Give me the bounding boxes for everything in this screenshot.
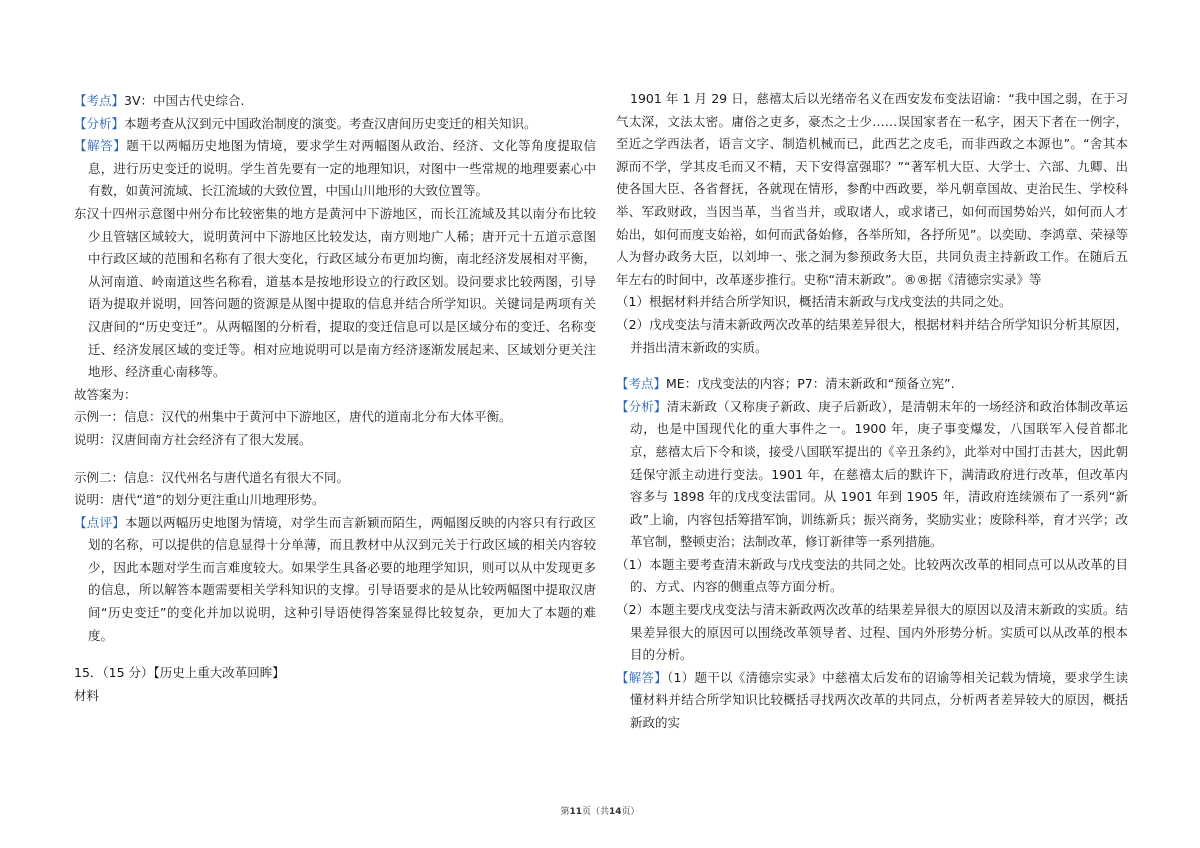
example2-explanation: 说明：唐代“道”的划分更注重山川地理形势。: [74, 492, 325, 508]
material-label: 材料: [74, 687, 100, 703]
material-text: 1901 年 1 月 29 日，慈禧太后以光绪帝名义在西安发布变法诏谕：“我中国之弱，在于习气太深，文法太密。庸俗之吏多，豪杰之士少……误国家者在一私字，困天下者在一例字，至近之学西法者，语言文字、制造机械而已，此西艺之皮毛，而非西政之本源也”。“舍其本源而不学，学其皮毛而又不精，天下安得富强耶？”“著军机大臣、大学士、六部、九卿、出使各国大臣、各省督抚，各就现在情形，参酌中西政要，举凡朝章国故、吏治民生、学校科举、军政财政，当因当革，当省当并，或取诸人，或求诸己，如何而国势始兴，如何而人才始出，如何而度支始裕，如何而武备始修，各举所知，各抒所见”。以奕劻、李鸿章、荣禄等人为督办政务大臣，以刘坤一、张之洞为参预政务大臣，共同负责主持新政工作。在随后五年左右的时间中，改革逐步推行。史称“清末新政”。®®据《清德宗实录》等: [616, 91, 1128, 287]
jieda-tag: 【解答】: [74, 138, 127, 154]
jieda-text: 题干以两幅历史地图为情境，要求学生对两幅图从政治、经济、文化等角度提取信息，进行历史变迁的说明。学生首先要有一定的地理知识，对图中一些常规的地理要素心中有数，如黄河流域、长江流域的大致位置，中国山川地形的大致位置等。: [88, 138, 596, 199]
kaodian-paragraph-right: [616, 373, 1128, 396]
fenxi-tag: 【分析】: [74, 115, 125, 131]
jieda-tag-right: 【解答】: [616, 669, 668, 685]
answer-label: 故答案为：: [74, 386, 137, 402]
kaodian-paragraph: [74, 90, 596, 113]
footer-page-number: 11: [569, 807, 582, 817]
footer-middle: 页（共: [581, 807, 609, 817]
right-column: [616, 88, 1128, 735]
fenxi-paragraph: [74, 113, 596, 136]
spacer: [74, 452, 596, 467]
jieda-text-right: （1）题干以《清德宗实录》中慈禧太后发布的诏谕等相关记载为情境，要求学生读懂材料并结合所学知识比较概括寻找两次改革的共同点，分析两者差异较大的原因，概括新政的实: [630, 669, 1128, 731]
example1-info: 示例一：信息：汉代的州集中于黄河中下游地区，唐代的道南北分布大体平衡。: [74, 409, 512, 425]
kaodian-tag-right: 【考点】: [616, 376, 667, 392]
footer-total-pages: 14: [609, 807, 622, 817]
answer-analysis-1: （1）本题主要考查清末新政与戊戌变法的共同之处。比较两次改革的相同点可以从改革的目的、方式、内容的侧重点等方面分析。: [616, 556, 1128, 595]
kaodian-text-right: ME：戊戌变法的内容；P7：清末新政和“预备立宪”.: [666, 376, 955, 392]
example2-info: 示例二：信息：汉代州名与唐代道名有很大不同。: [74, 469, 350, 485]
dianping-tag: 【点评】: [74, 514, 125, 530]
fenxi-tag-right: 【分析】: [616, 398, 667, 414]
question-1: （1）根据材料并结合所学知识，概括清末新政与戊戌变法的共同之处。: [616, 294, 1012, 310]
analysis-paragraph: 东汉十四州示意图中州分布比较密集的地方是黄河中下游地区，而长江流域及其以南分布比较少且管辖区域较大，说明黄河中下游地区比较发达，南方则地广人稀；唐开元十五道示意图中行政区域的范围和名称有了很大变化，行政区域分布更加均衡，南北经济发展相对平衡，从河南道、岭南道这些名称看，道基本是按地形设立的行政区划。设问要求比较两图，引导语为提取并说明，回答问题的资源是从图中提取的信息并结合所学知识。关键词是两项有关汉唐间的“历史变迁”。从两幅图的分析看，提取的变迁信息可以是区域分布的变迁、名称变迁、经济发展区域的变迁等。相对应地说明可以是南方经济逐渐发展起来、区域划分更关注地形、经济重心南移等。: [74, 205, 596, 380]
spacer: [616, 359, 1128, 373]
jieda-paragraph-right: [616, 667, 1128, 735]
fenxi-text-right: 清末新政（又称庚子新政、庚子后新政），是清朝末年的一场经济和政治体制改革运动，也是中国现代化的重大事件之一。1900 年，庚子事变爆发，八国联军入侵首都北京，慈禧太后下令和谈，接受八国联军提出的《辛丑条约》，此举对中国打击甚大，因此朝廷保守派主动进行变法。1901 年，在慈禧太后的默许下，满清政府进行改革，但改革内容多与 1898 年的戊戌变法雷同。从 1901 年到 1905 年，清政府连续颁布了一系列“新政”上谕，内容包括筹措军饷，训练新兵；振兴商务，奖励实业；废除科举，育才兴学；改革官制，整顿吏治；法制改革，修订新律等一系列措施。: [630, 398, 1128, 550]
question-15-heading: 15．（15 分）【历史上重大改革回眸】: [74, 665, 285, 681]
fenxi-text: 本题考查从汉到元中国政治制度的演变。考查汉唐间历史变迁的相关知识。: [124, 115, 537, 131]
answer-analysis-2: （2）本题主要戊戌变法与清末新政两次改革的结果差异很大的原因以及清末新政的实质。结果差异很大的原因可以围绕改革领导者、过程、国内外形势分析。实质可以从改革的根本目的分析。: [616, 602, 1128, 663]
question-2: （2）戊戌变法与清末新政两次改革的结果差异很大，根据材料并结合所学知识分析其原因，并指出清末新政的实质。: [616, 316, 1128, 355]
dianping-text: 本题以两幅历史地图为情境，对学生而言新颖而陌生，两幅图反映的内容只有行政区划的名称，可以提供的信息显得十分单薄，而且教材中从汉到元关于行政区域的相关内容较少，因此本题对学生而言难度较大。如果学生具备必要的地理学知识，则可以从中发现更多的信息，所以解答本题需要相关学科知识的支撑。引导语要求的是从比较两幅图中提取汉唐间“历史变迁”的变化并加以说明，这种引导语使得答案显得比较复杂，更加大了本题的难度。: [88, 514, 596, 643]
footer-prefix: 第: [560, 807, 570, 817]
left-column: [74, 90, 596, 707]
page-footer: [0, 804, 1200, 817]
footer-suffix: 页）: [621, 807, 640, 817]
fenxi-paragraph-right: [616, 396, 1128, 554]
kaodian-text: 3V：中国古代史综合.: [124, 93, 245, 108]
spacer: [74, 647, 596, 662]
jieda-paragraph: [74, 135, 596, 203]
dianping-paragraph: [74, 512, 596, 648]
kaodian-tag: 【考点】: [74, 93, 125, 108]
example1-explanation: 说明：汉唐间南方社会经济有了很大发展。: [74, 431, 312, 447]
